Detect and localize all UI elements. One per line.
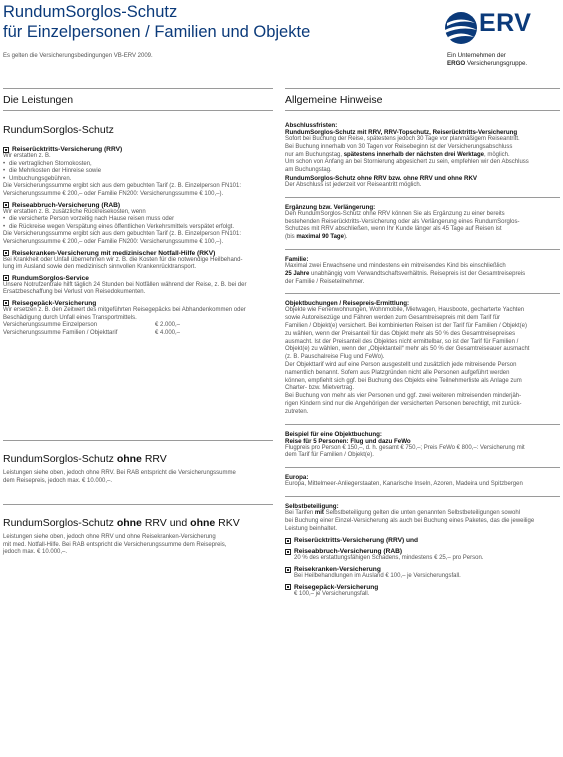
logo-text: ERV [479, 9, 532, 37]
object-text-line: Der Objekttarif wird auf eine Person ausgestellt und zusätzlich jede mitreisende Person [285, 361, 517, 368]
deadlines-text: am Buchungstag. [285, 167, 332, 174]
title-part: RundumSorglos-Schutz [3, 453, 117, 465]
text-part: (bis [285, 234, 297, 241]
page-title [3, 2, 310, 42]
checkbox-icon [3, 275, 9, 281]
checkbox-icon [3, 202, 9, 208]
section-title-ohne-rrv [3, 453, 273, 465]
rrv-sum-1: Die Versicherungssumme ergibt sich aus dem gebuchten Tarif (z. B. Einzelperson FN101: [3, 183, 242, 190]
checkbox-icon [3, 147, 9, 153]
rrv-bullet: • Umbuchungsgebühren. [3, 176, 273, 184]
text-part-bold: maximal 90 Tage [296, 234, 344, 241]
rgv-sum-label: Versicherungssumme Einzelperson [3, 322, 98, 329]
checkbox-icon [285, 549, 291, 555]
title-line-2: für Einzelpersonen / Familien und Objekte [3, 23, 311, 41]
object-title: Objektbuchungen / Reisepreis-Ermittlung: [285, 300, 410, 308]
rgv-text-1: Wir ersetzen z. B. den Zeitwert des mitgeführten Reisegepäcks bei Abhandenkommen oder [3, 306, 246, 313]
title-part: RRV und [141, 517, 191, 529]
ohne-both-text-2: mit med. Notfall-Hilfe. Bei RAB entspricht die Versicherungssumme dem Reisepreis, [3, 541, 227, 548]
service-text-2: Ersatzbeschaffung bei Verlust von Reisedokumenten. [3, 289, 146, 296]
rgv-title [3, 300, 273, 307]
rkv-title [3, 250, 273, 257]
rab-sum-1: Die Versicherungssumme ergibt sich aus dem gebuchten Tarif (z. B. Einzelperson FN101: [3, 231, 242, 238]
divider [285, 424, 560, 425]
deductible-rgv-detail: € 100,– je Versicherungsfall. [294, 590, 370, 597]
deductible-rkv-detail: Bei Heilbehandlungen im Ausland € 100,– je Versicherungsfall. [294, 573, 461, 580]
object-text-line: ausmacht. Ist der Preisanteil des Objektes nicht ermittelbar, so ist der Tarif für Familien / [285, 338, 519, 345]
title-part-bold: ohne [116, 453, 142, 465]
family-text [285, 271, 560, 279]
subtitle: Es gelten die Versicherungsbedingungen VB-ERV 2009. [3, 53, 153, 59]
object-text-line: Charter- bzw. Mietvertrag. [285, 385, 355, 392]
rgv-sum-value: € 4.000,– [155, 329, 181, 336]
divider [285, 249, 560, 250]
deadlines-title: Abschlussfristen: [285, 122, 338, 129]
right-column-heading: Allgemeine Hinweise [285, 94, 383, 106]
rkv-text-1: Bei Krankheit oder Unfall übernehmen wir z. B. die Kosten für die notwendige Heilbehand- [3, 256, 243, 263]
rrv-sum-2: Versicherungssumme € 200,– oder Familie FN200: Versicherungssumme € 100,–). [3, 190, 224, 197]
title-part: RKV [215, 517, 240, 529]
text-part-bold: 25 Jahre [285, 270, 310, 277]
text-part: Bei Tarifen [285, 509, 315, 516]
deductible-rrv-text: Reiserücktritts-Versicherung (RRV) und [294, 537, 419, 545]
logo-subline-2 [447, 60, 527, 68]
logo-subline-1: Ein Unternehmen der [447, 52, 506, 59]
deductible-text [285, 510, 560, 518]
service-title [3, 275, 273, 282]
object-text-line: Objekte wie Ferienwohnungen, Wohnmobile, Mietwagen, Hausboote, gecharterte Yachten [285, 307, 525, 314]
extension-text [285, 234, 560, 242]
logo-group: Versicherungsgruppe. [465, 59, 528, 67]
object-text-line: sowie Autoreisezüge und Fähren werden zum Gesamtreisepreis mit dem Tarif für [285, 315, 500, 322]
section-ohne-rrv-rkv [3, 517, 273, 557]
extension-text: Schutzes mit RRV abschließen, wenn Ihr Kunde länger als 45 Tage auf Reisen ist [285, 226, 502, 233]
right-column [285, 122, 560, 599]
ohne-both-text-1: Leistungen siehe oben, jedoch ohne RRV und ohne Reisekranken-Versicherung [3, 534, 216, 540]
divider-right-top [285, 88, 560, 89]
rab-title-text: Reiseabbruch-Versicherung (RAB) [12, 201, 121, 209]
object-text-line: Familien / Objekt(e) versichert. Bei kombinierten Reisen ist der Tarif für Familien / Objekt(e) [285, 322, 527, 329]
divider [285, 467, 560, 468]
divider [285, 197, 560, 198]
rrv-title-text: Reiserücktritts-Versicherung (RRV) [12, 146, 123, 153]
rgv-title-text: Reisegepäck-Versicherung [12, 299, 97, 307]
family-title: Familie: [285, 255, 309, 263]
text-part: Selbstbeteiligung gelten die unten genannten Selbstbeteiligungen sowohl [323, 509, 521, 516]
ohne-rrv-text-2: dem Reisepreis, jedoch max. € 10.000,–. [3, 477, 113, 484]
rkv-text-2: lung im Ausland sowie den medizinisch sinnvollen Krankenrücktransport. [3, 264, 197, 271]
deadlines-sub-2: RundumSorglos-Schutz ohne RRV bzw. ohne RRV und ohne RKV [285, 174, 478, 182]
object-text-line: können, empfiehlt sich ggf. bei Buchung des Objekts eine Teilnehmerliste als Anlage zum [285, 377, 522, 384]
title-part: RundumSorglos-Schutz [3, 517, 117, 529]
rgv-sum-value: € 2.000,– [155, 322, 181, 329]
rgv-text-2: Beschädigung durch Unfall eines Transportmittels. [3, 314, 137, 321]
object-text-line: rigen Kindern sind nur die Angehörigen der versicherten Personen berechtigt, mit zurück- [285, 400, 522, 407]
deductible-rgv-text: Reisegepäck-Versicherung [294, 583, 379, 591]
service-title-text: RundumSorglos-Service [12, 274, 89, 282]
title-part: RRV [141, 453, 167, 465]
rab-intro: Wir erstatten z. B. zusätzliche Rückreisekosten, wenn [3, 208, 146, 215]
section-title-ohne-both [3, 517, 273, 529]
logo-subline [447, 52, 527, 67]
rkv-title-text: Reisekranken-Versicherung mit medizinischer Notfall-Hilfe (RKV) [12, 249, 216, 257]
rrv-bullet: • die Mehrkosten der Hinreise sowie [3, 168, 273, 176]
object-text-line: namentlich benannt. Sofern aus Platzgründen nicht alle Personen aufgeführt werden [285, 369, 510, 376]
deadlines-text: Der Abschluss ist jederzeit vor Reiseantritt möglich. [285, 181, 422, 188]
title-line-1: RundumSorglos-Schutz [3, 3, 178, 21]
deadlines-text: Sofort bei Buchung der Reise, spätestens jedoch 30 Tage vor planmäßigem Reiseantritt. [285, 136, 520, 142]
divider-right-2 [285, 110, 560, 111]
example-text: Flugpreis pro Person € 150,–, d. h. gesamt € 750,–; Preis FeWo € 800,–: Versicherung mit [285, 444, 525, 451]
title-part-bold: ohne [116, 517, 142, 529]
deductible-rkv [285, 566, 560, 573]
text-part: unabhängig vom Verwandtschaftsverhältnis. Reisepreis ist der Gesamtreisepreis [309, 270, 526, 277]
rgv-sum-row [3, 322, 273, 330]
extension-title: Ergänzung bzw. Verlängerung: [285, 203, 376, 211]
checkbox-icon [285, 584, 291, 590]
rab-sum-2: Versicherungssumme € 200,– oder Familie FN200: Versicherungssumme € 100,–). [3, 238, 224, 245]
ohne-rrv-text-1: Leistungen siehe oben, jedoch ohne RRV. Bei RAB entspricht die Versicherungssumme [3, 470, 236, 476]
deductible-rab-text: Reiseabbruch-Versicherung (RAB) [294, 548, 403, 556]
text-part-bold: spätestens innerhalb der nächsten drei Werktage [343, 151, 484, 158]
left-column-heading: Die Leistungen [3, 94, 74, 106]
divider-left-2 [3, 110, 273, 111]
deductible-title: Selbstbeteiligung: [285, 502, 339, 510]
checkbox-icon [285, 567, 291, 573]
family-text: der Familie / Reiseteilnehmer. [285, 278, 365, 285]
rrv-bullet: • die vertraglichen Stornokosten, [3, 161, 273, 169]
extension-text: Den RundumSorglos-Schutz ohne RRV können Sie als Ergänzung zu einer bereits [285, 210, 505, 217]
rrv-title [3, 146, 273, 153]
divider [285, 496, 560, 497]
ohne-both-text-3: jedoch max. € 10.000,–. [3, 549, 68, 556]
deadlines-text: Bei Buchung innerhalb von 30 Tagen vor Reisebeginn ist der Versicherungsabschluss [285, 143, 513, 150]
example-sub: Reise für 5 Personen: Flug und dazu FeWo [285, 437, 411, 445]
deductible-rab-detail: 20 % des erstattungsfähigen Schadens, mindestens € 25,– pro Person. [294, 555, 484, 562]
service-text-1: Unsere Notrufzentrale hilft täglich 24 Stunden bei Notfällen während der Reise, z. B. bei der [3, 281, 247, 288]
divider-left-top [3, 88, 273, 89]
deductible-rkv-text: Reisekranken-Versicherung [294, 566, 381, 574]
object-text-line: Bei Buchung von mehr als vier Personen und ggf. zwei weiteren mitreisenden minderjäh- [285, 393, 522, 400]
rgv-sum-label: Versicherungssumme Familien / Objekttarif [3, 329, 118, 336]
object-text-line: (z. B. Pauschalreise Flug und FeWo). [285, 354, 385, 361]
text-part-bold: mit [314, 509, 324, 516]
object-text-line: zu wählen, wenn der Preisanteil für das Objekt mehr als 50 % des Gesamtreisepreises [285, 330, 516, 337]
title-part-bold: ohne [190, 517, 216, 529]
text-part: ). [343, 234, 348, 241]
europe-title: Europa: [285, 474, 309, 482]
object-text-line: zutreten. [285, 408, 309, 415]
section-ohne-rrv [3, 453, 273, 485]
deadlines-sub-1: RundumSorglos-Schutz mit RRV, RRV-Topschutz, Reiserücktritts-Versicherung [285, 129, 518, 136]
deductible-rrv [285, 537, 560, 544]
rab-bullet: • die versicherte Person vorzeitig nach Hause reisen muss oder [3, 216, 273, 224]
divider [285, 293, 560, 294]
logo-ergo: ERGO [447, 59, 466, 67]
object-text-line: Objekt(e) zu wählen, wenn der „Objektanteil“ mehr als 50 % der Gesamtreiseauer ausmacht [285, 346, 530, 353]
deductible-text: Leistung beinhaltet. [285, 525, 338, 532]
deductible-rgv [285, 584, 560, 591]
deadlines-text: Um schon von Anfang an bei Stornierung abgesichert zu sein, empfehlen wir den Abschluss [285, 159, 529, 166]
rgv-sum-row [3, 330, 273, 338]
checkbox-icon [3, 300, 9, 306]
divider-left-3 [3, 440, 273, 441]
checkbox-icon [3, 250, 9, 256]
text-part: nur am Buchungstag, [285, 151, 344, 158]
extension-text: bestehenden Reiserücktritts-Versicherung oder als Verlängerung eines RundumSorglos- [285, 218, 520, 225]
left-column [3, 124, 273, 337]
example-title: Beispiel für eine Objektbuchung: [285, 430, 382, 438]
section-title-rs: RundumSorglos-Schutz [3, 124, 114, 136]
object-text-block [285, 307, 560, 416]
deadlines-text [285, 152, 560, 160]
family-text: Maximal zwei Erwachsene und mindestens ein mitreisendes Kind bis einschließlich [285, 262, 506, 269]
text-part: , möglich. [483, 151, 510, 158]
divider-left-4 [3, 504, 273, 505]
rab-bullet: • die Rückreise wegen Verspätung eines öffentlichen Verkehrsmittels verspätet erfolgt. [3, 224, 273, 232]
deductible-text: bei Buchung einer Einzel-Versicherung als auch bei Buchung eines Paketes, das die jeweilige [285, 517, 535, 524]
europe-text: Europa, Mittelmeer-Anliegerstaaten, Kanarische Inseln, Azoren, Madeira und Spitzbergen [285, 481, 523, 488]
example-text: dem Tarif für Familien / Objekt(e). [285, 452, 374, 459]
rrv-intro: Wir erstatten z. B. [3, 153, 51, 159]
rab-title [3, 202, 273, 209]
checkbox-icon [285, 538, 291, 544]
deductible-rab [285, 548, 560, 555]
